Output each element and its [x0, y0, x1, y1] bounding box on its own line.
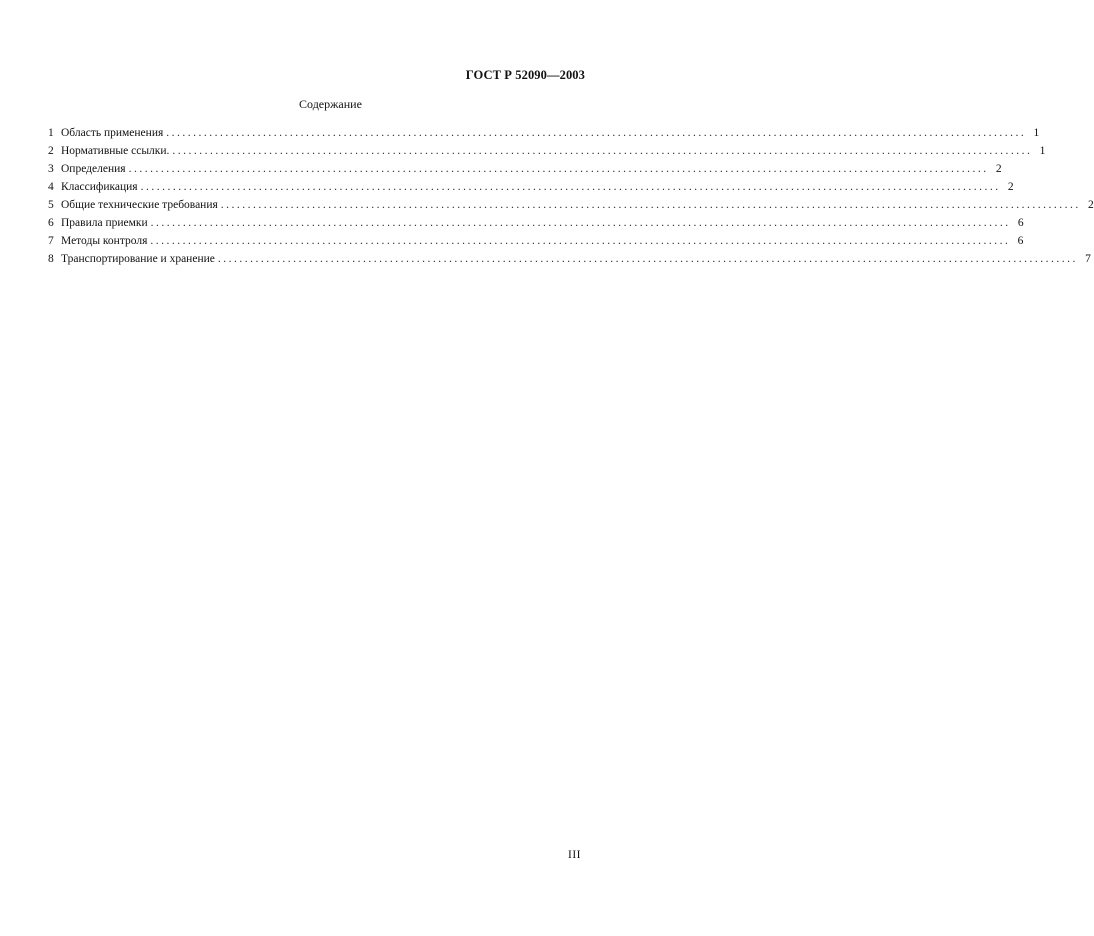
toc-item-title: Определения [61, 163, 126, 175]
toc-item-page: 6 [1017, 217, 1024, 229]
toc-item[interactable] [48, 124, 1040, 142]
toc-item-title: Транспортирование и хранение [61, 253, 215, 265]
toc-item-number: 4 [48, 181, 54, 193]
toc-leader: ................................................................................................................................................................ [172, 145, 1033, 157]
toc-item[interactable] [48, 142, 1046, 160]
toc-item-title: Нормативные ссылки. [61, 145, 170, 157]
toc-leader: ................................................................................................................................................................ [128, 163, 989, 175]
toc-leader: ................................................................................................................................................................ [140, 181, 1001, 193]
toc-item-page: 1 [1039, 145, 1046, 157]
toc-item-title: Область применения [61, 127, 164, 139]
toc-item-page: 2 [1088, 199, 1094, 211]
toc-item-page: 7 [1085, 253, 1091, 265]
toc-item-page: 2 [1007, 181, 1014, 193]
toc-item-number: 2 [48, 145, 54, 157]
toc-item-number: 7 [48, 235, 54, 247]
page-number: III [568, 849, 581, 861]
toc-item-page: 1 [1033, 127, 1040, 139]
toc-title: Содержание [299, 97, 362, 111]
toc-item-title: Правила приемки [61, 217, 148, 229]
toc-leader: ................................................................................................................................................................ [150, 235, 1011, 247]
toc-item-title: Общие технические требования [61, 199, 218, 211]
toc-item[interactable] [48, 178, 1014, 196]
toc-item[interactable] [48, 160, 1002, 178]
toc-item[interactable] [48, 232, 1024, 250]
toc-item-page: 6 [1017, 235, 1024, 247]
toc-item-number: 5 [48, 199, 54, 211]
toc-item-number: 1 [48, 127, 54, 139]
toc-item[interactable] [48, 196, 1094, 214]
toc-item-number: 3 [48, 163, 54, 175]
toc-item[interactable] [48, 250, 1091, 268]
toc-leader: ................................................................................................................................................................ [166, 127, 1027, 139]
table-of-contents [48, 124, 1094, 268]
toc-item-page: 2 [995, 163, 1002, 175]
document-code: ГОСТ Р 52090—2003 [465, 68, 585, 82]
toc-leader: ................................................................................................................................................................ [217, 253, 1078, 265]
toc-leader: ................................................................................................................................................................ [150, 217, 1011, 229]
toc-item-number: 6 [48, 217, 54, 229]
toc-item-title: Методы контроля [61, 235, 148, 247]
toc-item[interactable] [48, 214, 1024, 232]
toc-item-number: 8 [48, 253, 54, 265]
toc-item-title: Классификация [61, 181, 138, 193]
toc-leader: ................................................................................................................................................................ [220, 199, 1081, 211]
